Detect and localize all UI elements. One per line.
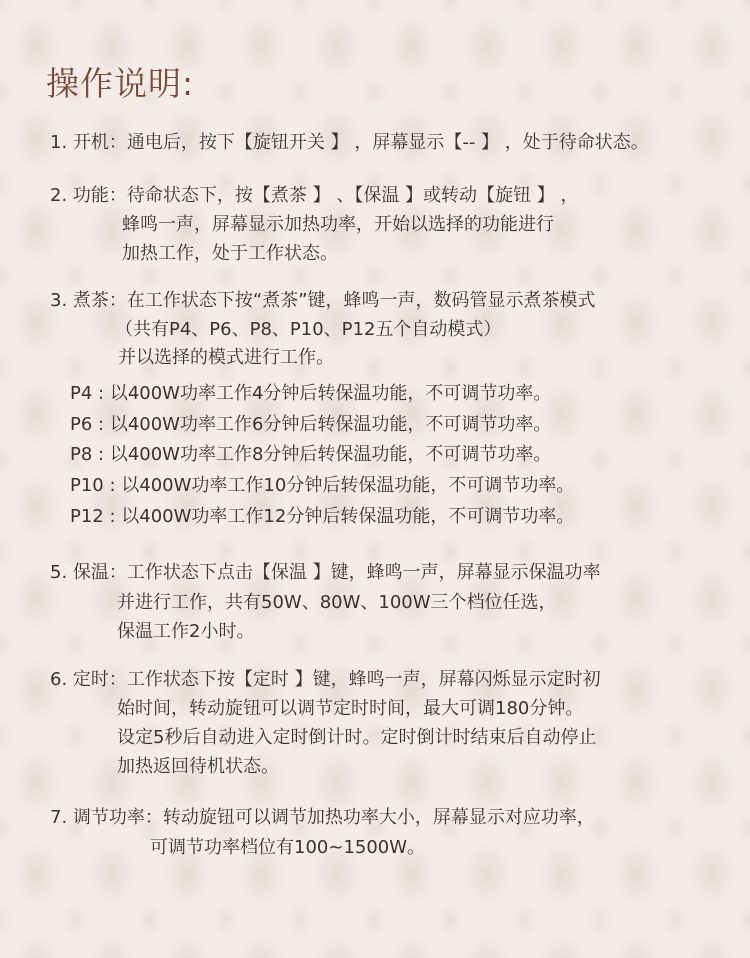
- section-2-line-2: 蜂鸣一声，屏幕显示加热功率，开始以选择的功能进行: [122, 214, 554, 235]
- section-2-line-1: 2. 功能：待命状态下，按【煮茶 】 、【保温 】或转动【旋钮 】 ，: [50, 185, 579, 206]
- mode-p10: P10 : 以400W功率工作10分钟后转保温功能，不可调节功率。: [70, 475, 575, 496]
- section-7-line-1: 7. 调节功率：转动旋钮可以调节加热功率大小，屏幕显示对应功率，: [50, 807, 595, 828]
- mode-p4: P4 : 以400W功率工作4分钟后转保温功能，不可调节功率。: [70, 383, 552, 404]
- section-6-line-3: 设定5秒后自动进入定时倒计时。定时倒计时结束后自动停止: [117, 727, 597, 748]
- section-6-line-2: 始时间，转动旋钮可以调节定时时间，最大可调180分钟。: [117, 698, 584, 719]
- section-3-line-2: （共有P4、P6、P8、P10、P12五个自动模式）: [115, 319, 502, 340]
- mode-p12: P12 : 以400W功率工作12分钟后转保温功能，不可调节功率。: [70, 506, 575, 527]
- section-1-line-1: 1. 开机：通电后，按下【旋钮开关 】 ，屏幕显示【-- 】 ，处于待命状态。: [50, 132, 649, 153]
- mode-p8: P8 : 以400W功率工作8分钟后转保温功能，不可调节功率。: [70, 444, 552, 465]
- section-7-line-2: 可调节功率档位有100~1500W。: [150, 837, 426, 858]
- mode-p6: P6 : 以400W功率工作6分钟后转保温功能，不可调节功率。: [70, 414, 552, 435]
- section-5-line-3: 保温工作2小时。: [117, 621, 255, 642]
- section-2-line-3: 加热工作，处于工作状态。: [122, 243, 338, 264]
- section-3-line-1: 3. 煮茶：在工作状态下按“煮茶”键，蜂鸣一声，数码管显示煮茶模式: [50, 290, 596, 311]
- section-6-line-1: 6. 定时：工作状态下按【定时 】键，蜂鸣一声，屏幕闪烁显示定时初: [50, 669, 601, 690]
- page-title: 操作说明:: [46, 64, 195, 103]
- section-5-line-2: 并进行工作，共有50W、80W、100W三个档位任选，: [117, 592, 557, 613]
- section-6-line-4: 加热返回待机状态。: [117, 756, 279, 777]
- section-3-line-3: 并以选择的模式进行工作。: [118, 347, 334, 368]
- section-5-line-1: 5. 保温：工作状态下点击【保温 】键，蜂鸣一声，屏幕显示保温功率: [50, 562, 601, 583]
